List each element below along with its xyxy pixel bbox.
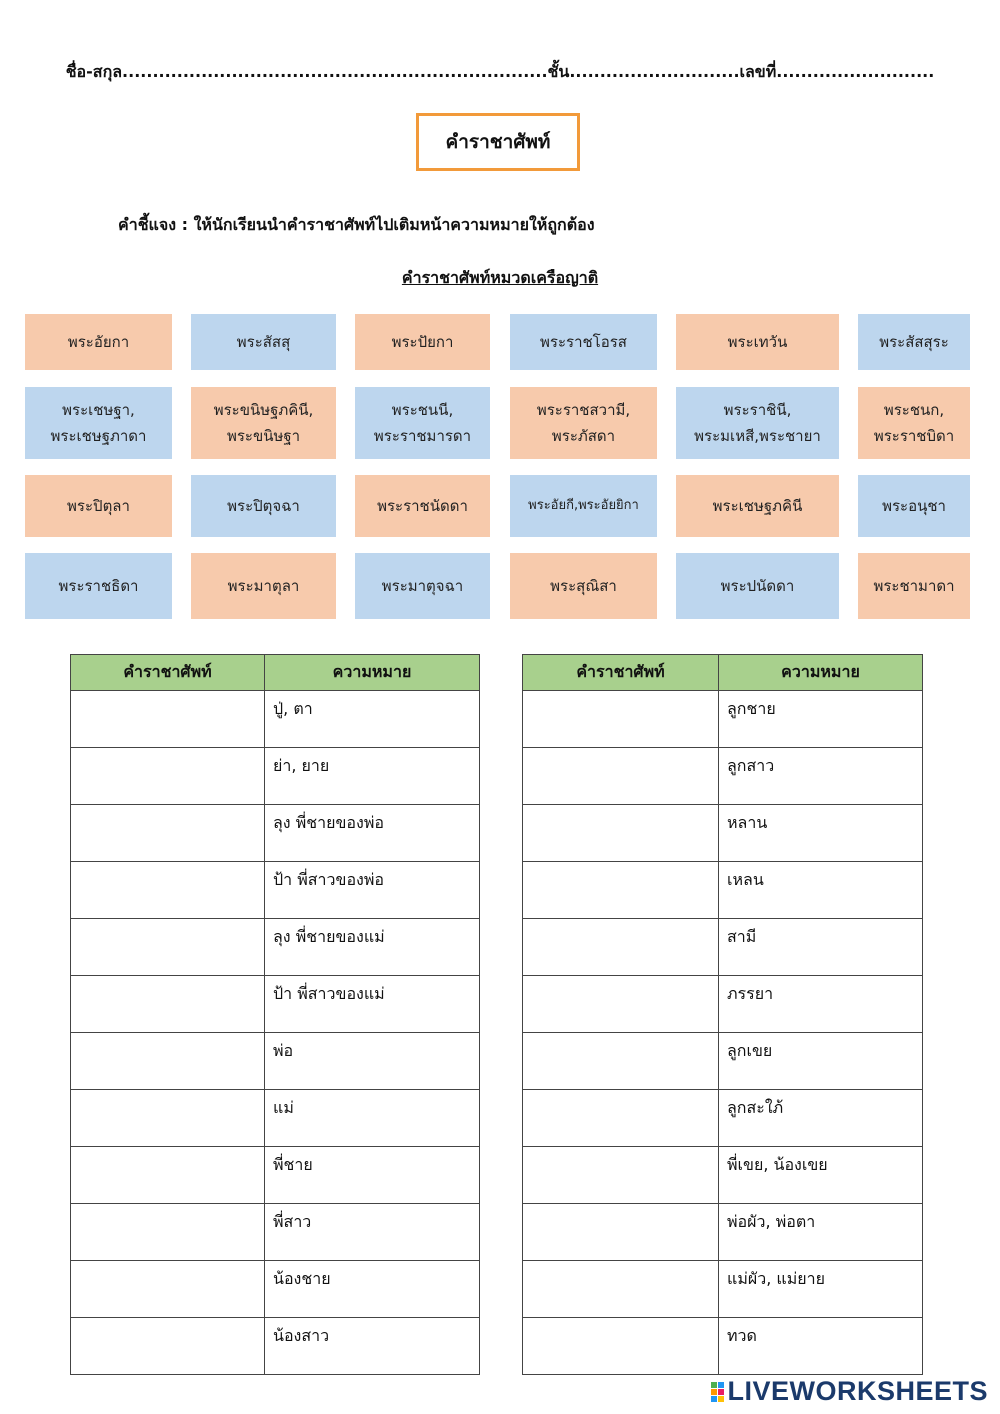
word-card[interactable]: พระราชธิดา bbox=[25, 553, 172, 619]
answer-blank[interactable] bbox=[71, 919, 265, 976]
word-card[interactable]: พระชามาดา bbox=[858, 553, 970, 619]
word-card[interactable]: พระปิตุจฉา bbox=[191, 475, 336, 537]
answer-blank[interactable] bbox=[71, 691, 265, 748]
meaning-cell: แม่ผัว, แม่ยาย bbox=[719, 1261, 923, 1318]
meaning-cell: แม่ bbox=[265, 1090, 480, 1147]
table-row bbox=[523, 748, 923, 805]
answer-blank[interactable] bbox=[523, 1090, 719, 1147]
table-row bbox=[523, 1090, 923, 1147]
meaning-cell: พ่อ bbox=[265, 1033, 480, 1090]
meaning-cell: ทวด bbox=[719, 1318, 923, 1375]
meaning-cell: ภรรยา bbox=[719, 976, 923, 1033]
table-row bbox=[523, 1318, 923, 1375]
meaning-cell: ลูกสะใภ้ bbox=[719, 1090, 923, 1147]
word-card[interactable]: พระอนุชา bbox=[858, 475, 970, 537]
meaning-cell: หลาน bbox=[719, 805, 923, 862]
name-field-label[interactable]: ชื่อ-สกุล...................................................................... bbox=[65, 62, 548, 81]
liveworksheets-logo bbox=[711, 1376, 988, 1407]
word-card[interactable]: พระราชสวามี, พระภัสดา bbox=[510, 387, 657, 459]
answer-blank[interactable] bbox=[71, 1261, 265, 1318]
word-card[interactable]: พระสัสสุ bbox=[191, 314, 336, 370]
column-header-meaning: ความหมาย bbox=[719, 655, 923, 691]
table-row bbox=[71, 748, 480, 805]
word-card[interactable]: พระขนิษฐภคินี, พระขนิษฐา bbox=[191, 387, 336, 459]
meaning-cell: ลูกสาว bbox=[719, 748, 923, 805]
meaning-cell: สามี bbox=[719, 919, 923, 976]
meaning-cell: พี่สาว bbox=[265, 1204, 480, 1261]
meaning-cell: ลูกชาย bbox=[719, 691, 923, 748]
word-card[interactable]: พระมาตุจฉา bbox=[355, 553, 490, 619]
answer-blank[interactable] bbox=[523, 976, 719, 1033]
meaning-cell: น้องชาย bbox=[265, 1261, 480, 1318]
table-row bbox=[523, 1261, 923, 1318]
category-heading: คำราชาศัพท์หมวดเครือญาติ bbox=[401, 268, 599, 287]
word-card[interactable]: พระชนนี, พระราชมารดา bbox=[355, 387, 490, 459]
word-card[interactable]: พระราชโอรส bbox=[510, 314, 657, 370]
answer-blank[interactable] bbox=[71, 1318, 265, 1375]
table-row bbox=[71, 1090, 480, 1147]
answer-blank[interactable] bbox=[71, 862, 265, 919]
answer-blank[interactable] bbox=[71, 1090, 265, 1147]
table-row bbox=[71, 919, 480, 976]
answer-blank[interactable] bbox=[523, 748, 719, 805]
answer-blank[interactable] bbox=[523, 1147, 719, 1204]
word-card[interactable]: พระปัยกา bbox=[355, 314, 490, 370]
meaning-cell: ลุง พี่ชายของแม่ bbox=[265, 919, 480, 976]
table-row bbox=[523, 691, 923, 748]
word-card[interactable]: พระมาตุลา bbox=[191, 553, 336, 619]
answer-table-right bbox=[522, 654, 923, 1375]
table-row bbox=[71, 1204, 480, 1261]
worksheet-title: คำราชาศัพท์ bbox=[416, 113, 580, 171]
column-header-word: คำราชาศัพท์ bbox=[523, 655, 719, 691]
answer-blank[interactable] bbox=[71, 1204, 265, 1261]
meaning-cell: พี่เขย, น้องเขย bbox=[719, 1147, 923, 1204]
answer-blank[interactable] bbox=[523, 1261, 719, 1318]
meaning-cell: ปู่, ตา bbox=[265, 691, 480, 748]
answer-blank[interactable] bbox=[71, 976, 265, 1033]
word-card[interactable]: พระเชษฐภคินี bbox=[676, 475, 839, 537]
meaning-cell: พ่อผัว, พ่อตา bbox=[719, 1204, 923, 1261]
meaning-cell: ย่า, ยาย bbox=[265, 748, 480, 805]
answer-blank[interactable] bbox=[523, 1318, 719, 1375]
meaning-cell: น้องสาว bbox=[265, 1318, 480, 1375]
answer-blank[interactable] bbox=[71, 748, 265, 805]
meaning-cell: ลูกเขย bbox=[719, 1033, 923, 1090]
word-card[interactable]: พระอัยกา bbox=[25, 314, 172, 370]
table-row bbox=[71, 1033, 480, 1090]
table-row bbox=[71, 976, 480, 1033]
meaning-cell: ลุง พี่ชายของพ่อ bbox=[265, 805, 480, 862]
word-card[interactable]: พระสุณิสา bbox=[510, 553, 657, 619]
answer-blank[interactable] bbox=[71, 1147, 265, 1204]
word-card[interactable]: พระเชษฐา, พระเชษฐภาดา bbox=[25, 387, 172, 459]
table-row bbox=[523, 805, 923, 862]
table-row bbox=[523, 976, 923, 1033]
meaning-cell: เหลน bbox=[719, 862, 923, 919]
answer-blank[interactable] bbox=[71, 1033, 265, 1090]
meaning-cell: ป้า พี่สาวของพ่อ bbox=[265, 862, 480, 919]
table-row bbox=[523, 862, 923, 919]
answer-blank[interactable] bbox=[523, 805, 719, 862]
table-row bbox=[523, 1033, 923, 1090]
table-row bbox=[523, 1147, 923, 1204]
number-field-label[interactable]: เลขที่.......................... bbox=[739, 62, 935, 81]
table-row bbox=[71, 1261, 480, 1318]
column-header-word: คำราชาศัพท์ bbox=[71, 655, 265, 691]
answer-table-left bbox=[70, 654, 480, 1375]
word-card[interactable]: พระปนัดดา bbox=[676, 553, 839, 619]
answer-blank[interactable] bbox=[523, 862, 719, 919]
table-row bbox=[71, 862, 480, 919]
word-card[interactable]: พระเทวัน bbox=[676, 314, 839, 370]
class-field-label[interactable]: ชั้น............................ bbox=[547, 62, 740, 81]
logo-icon bbox=[711, 1382, 724, 1402]
meaning-cell: ป้า พี่สาวของแม่ bbox=[265, 976, 480, 1033]
word-card[interactable]: พระราชนัดดา bbox=[355, 475, 490, 537]
answer-blank[interactable] bbox=[523, 691, 719, 748]
student-info-line bbox=[0, 60, 1000, 85]
word-card[interactable]: พระราชินี, พระมเหสี,พระชายา bbox=[676, 387, 839, 459]
word-card[interactable]: พระอัยกี,พระอัยยิกา bbox=[510, 475, 657, 537]
table-row bbox=[71, 691, 480, 748]
table-row bbox=[71, 1147, 480, 1204]
answer-blank[interactable] bbox=[71, 805, 265, 862]
word-card[interactable]: พระปิตุลา bbox=[25, 475, 172, 537]
logo-text: LIVEWORKSHEETS bbox=[727, 1376, 988, 1406]
answer-blank[interactable] bbox=[523, 919, 719, 976]
answer-blank[interactable] bbox=[523, 1033, 719, 1090]
meaning-cell: พี่ชาย bbox=[265, 1147, 480, 1204]
table-row bbox=[523, 1204, 923, 1261]
table-row bbox=[71, 805, 480, 862]
table-row bbox=[71, 1318, 480, 1375]
instruction-text: คำชี้แจง : ให้นักเรียนนำคำราชาศัพท์ไปเติมหน้าความหมายให้ถูกต้อง bbox=[118, 215, 595, 234]
word-card[interactable]: พระสัสสุระ bbox=[858, 314, 970, 370]
table-row bbox=[523, 919, 923, 976]
column-header-meaning: ความหมาย bbox=[265, 655, 480, 691]
answer-blank[interactable] bbox=[523, 1204, 719, 1261]
word-card[interactable]: พระชนก, พระราชบิดา bbox=[858, 387, 970, 459]
